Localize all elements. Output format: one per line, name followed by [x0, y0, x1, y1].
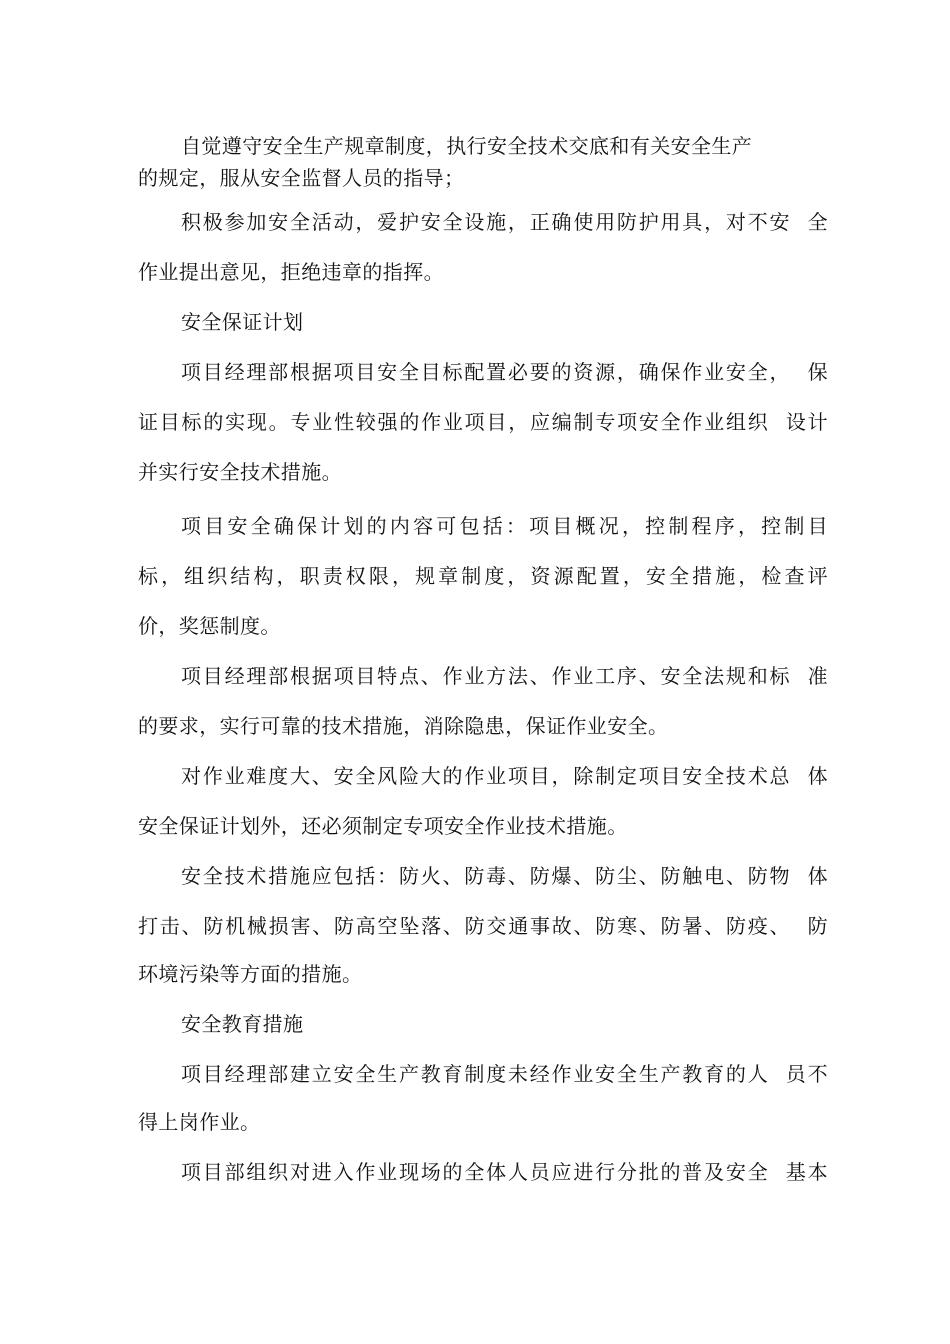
- paragraph-4-line-1: 项目安全确保计划的内容可包括：项目概况，控制程序，控制目: [181, 514, 828, 538]
- paragraph-3-line-2: 证目标的实现。专业性较强的作业项目，应编制专项安全作业组织 设计: [138, 410, 828, 434]
- section-heading-safety-plan: 安全保证计划: [181, 310, 304, 334]
- paragraph-3-line-3: 并实行安全技术措施。: [138, 460, 342, 484]
- paragraph-3-line-1: 项目经理部根据项目安全目标配置必要的资源，确保作业安全， 保: [181, 360, 828, 384]
- paragraph-1-line-2: 的规定，服从安全监督人员的指导；: [138, 166, 465, 190]
- paragraph-1-line-1: 自觉遵守安全生产规章制度，执行安全技术交底和有关安全生产: [181, 134, 753, 158]
- paragraph-2-line-2: 作业提出意见，拒绝违章的指挥。: [138, 260, 444, 284]
- paragraph-6-line-1: 对作业难度大、安全风险大的作业项目，除制定项目安全技术总 体: [181, 764, 828, 788]
- paragraph-4-line-2: 标，组织结构，职责权限，规章制度，资源配置，安全措施，检查评: [138, 564, 828, 588]
- paragraph-8-line-1: 项目经理部建立安全生产教育制度未经作业安全生产教育的人 员不: [181, 1062, 828, 1086]
- paragraph-8-line-2: 得上岗作业。: [138, 1110, 261, 1134]
- paragraph-7-line-2: 打击、防机械损害、防高空坠落、防交通事故、防寒、防暑、防疫、 防: [138, 914, 828, 938]
- paragraph-4-line-3: 价，奖惩制度。: [138, 614, 281, 638]
- section-heading-safety-education: 安全教育措施: [181, 1012, 304, 1036]
- paragraph-5-line-1: 项目经理部根据项目特点、作业方法、作业工序、安全法规和标 准: [181, 664, 828, 688]
- paragraph-5-line-2: 的要求，实行可靠的技术措施，消除隐患，保证作业安全。: [138, 714, 669, 738]
- paragraph-6-line-2: 安全保证计划外，还必须制定专项安全作业技术措施。: [138, 814, 628, 838]
- paragraph-7-line-3: 环境污染等方面的措施。: [138, 962, 363, 986]
- paragraph-9-line-1: 项目部组织对进入作业现场的全体人员应进行分批的普及安全 基本: [181, 1160, 828, 1184]
- paragraph-2-line-1: 积极参加安全活动，爱护安全设施，正确使用防护用具，对不安 全: [181, 210, 828, 234]
- paragraph-7-line-1: 安全技术措施应包括：防火、防毒、防爆、防尘、防触电、防物 体: [181, 864, 828, 888]
